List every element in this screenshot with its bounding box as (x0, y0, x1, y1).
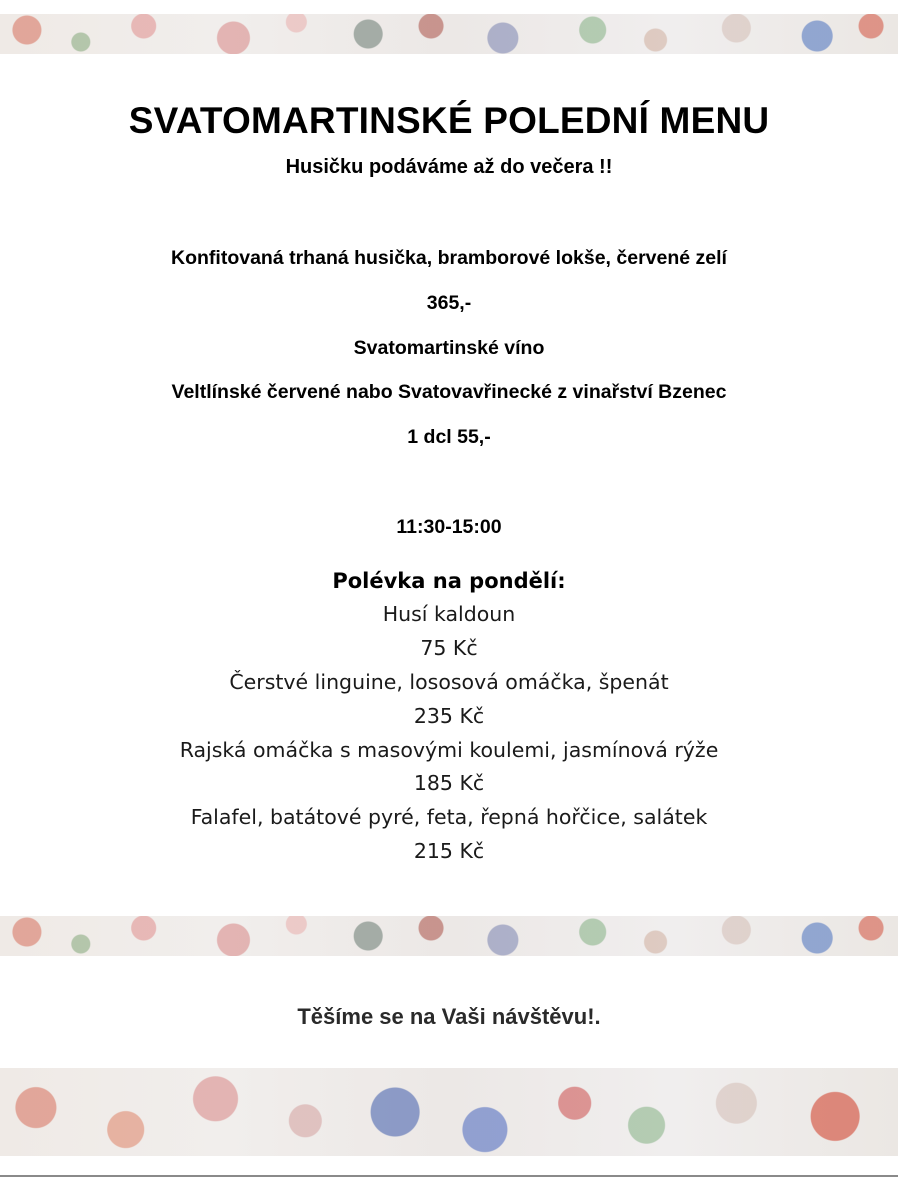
decorative-band-bottom (0, 1068, 898, 1156)
lunch-hours: 11:30-15:00 (396, 516, 502, 538)
bottom-divider (0, 1175, 898, 1177)
menu-item-price: 185 Kč (413, 771, 485, 795)
menu-item-price: 75 Kč (420, 636, 478, 660)
soup-heading: Polévka na pondělí: (332, 569, 566, 593)
menu-item-price: 235 Kč (413, 704, 485, 728)
menu-item-name: Falafel, batátové pyré, feta, řepná hořčice, salátek (190, 805, 708, 829)
decorative-band-middle (0, 916, 898, 956)
thank-you-message: Těšíme se na Vaši návštěvu!. (297, 1004, 601, 1029)
decorative-band-top (0, 14, 898, 54)
menu-item-name: Rajská omáčka s masovými koulemi, jasmínová rýže (179, 738, 719, 762)
wine-title: Svatomartinské víno (353, 337, 545, 359)
special-dish-price: 365,- (426, 292, 472, 314)
menu-item-name: Husí kaldoun (382, 602, 516, 626)
menu-item-price: 215 Kč (413, 839, 485, 863)
wine-description: Veltlínské červené nabo Svatovavřinecké z vinařství Bzenec (171, 381, 727, 403)
page-subtitle: Husičku podáváme až do večera !! (285, 156, 613, 178)
wine-price: 1 dcl 55,- (407, 426, 491, 448)
page-title: SVATOMARTINSKÉ POLEDNÍ MENU (128, 100, 770, 141)
menu-item-name: Čerstvé linguine, lososová omáčka, špenát (229, 670, 669, 694)
special-dish: Konfitovaná trhaná husička, bramborové lokše, červené zelí (171, 247, 727, 269)
